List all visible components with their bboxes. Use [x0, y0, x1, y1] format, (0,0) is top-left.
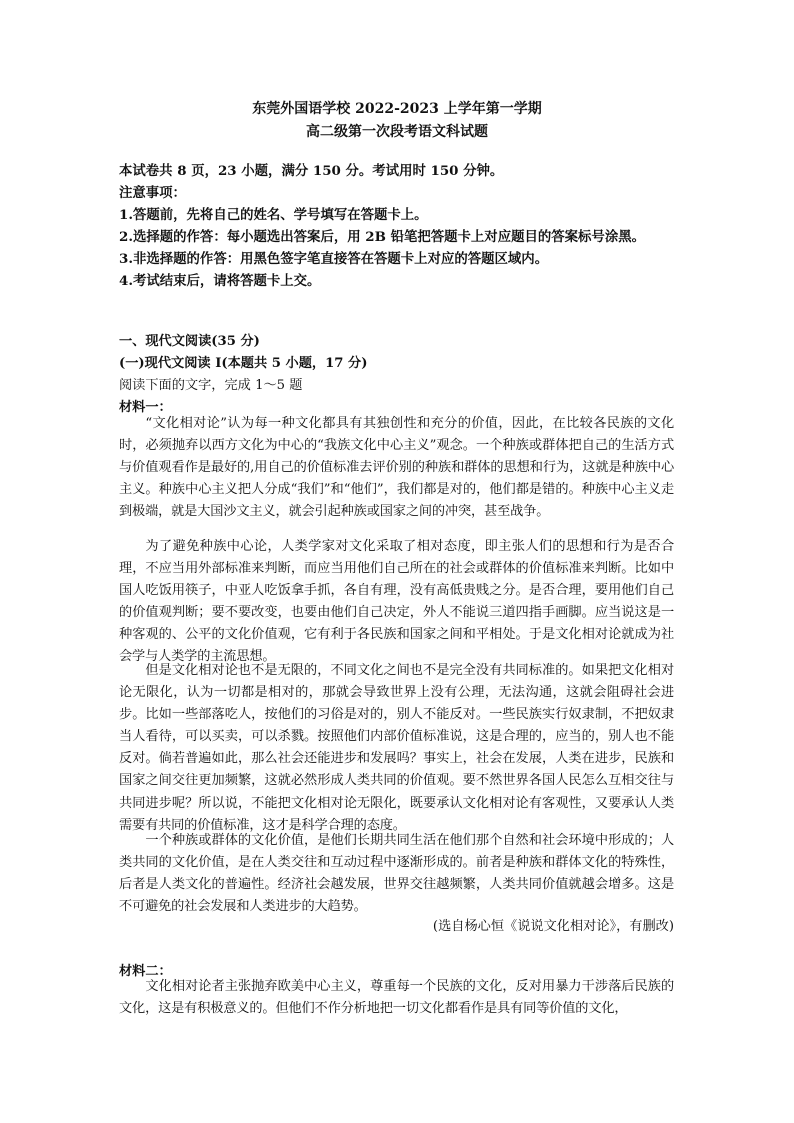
- material-one-source: (选自杨心恒《说说文化相对论》，有删改): [432, 919, 674, 934]
- exam-title-line1: 东莞外国语学校 2022-2023 上学年第一学期: [252, 101, 542, 117]
- notice-item: 2.选择题的作答：每小题选出答案后，用 2B 铅笔把答题卡上对应题目的答案标号涂黑。: [119, 229, 645, 245]
- material-one-label: 材料一：: [119, 400, 172, 415]
- exam-title-line2: 高二级第一次段考语文科试题: [306, 124, 488, 140]
- material-one-paragraph: 为了避免种族中心论，人类学家对文化采取了相对态度，即主张人们的思想和行为是否合理，不应当用外部标准来判断，而应当用他们自己所在的社会或群体的价值标准来判断。比如中国人吃饭用筷子，中亚人吃饭拿手抓，各自有理，没有高低贵贱之分。是否合理，要用他们自己的价值观判断；要不要改变，也要由他们自己决定，外人不能说三道四指手画脚。应当说这是一种客观的、公平的文化价值观，它有利于各民族和国家之间和平相处。于是文化相对论就成为社会学与人类学的主流思想。: [119, 539, 674, 665]
- material-two-paragraph: 文化相对论者主张抛弃欧美中心主义，尊重每一个民族的文化，反对用暴力干涉落后民族的文化，这是有积极意义的。但他们不作分析地把一切文化都看作是具有同等价值的文化，: [119, 979, 674, 1017]
- notice-heading: 注意事项：: [119, 185, 186, 201]
- notice-item: 4.考试结束后，请将答题卡上交。: [119, 273, 321, 289]
- reading-instruction: 阅读下面的文字，完成 1～5 题: [119, 378, 303, 393]
- notice-item: 1.答题前，先将自己的姓名、学号填写在答题卡上。: [119, 207, 428, 223]
- exam-intro: 本试卷共 8 页，23 小题，满分 150 分。考试用时 150 分钟。: [119, 163, 504, 179]
- notice-item: 3.非选择题的作答：用黑色签字笔直接答在答题卡上对应的答题区域内。: [119, 251, 549, 267]
- material-one-paragraph: “文化相对论”认为每一种文化都具有其独创性和充分的价值，因此，在比较各民族的文化时，必须抛弃以西方文化为中心的“我族文化中心主义”观念。一个种族或群体把自己的生活方式与价值观看作是最好的,用自己的价值标准去评价别的种族和群体的思想和行为，这就是种族中心主义。种族中心主义把人分成“我们”和“他们”，我们都是对的，他们都是错的。种族中心主义走到极端，就是大国沙文主义，就会引起种族或国家之间的冲突，甚至战争。: [119, 416, 674, 520]
- material-one-paragraph: 但是文化相对论也不是无限的，不同文化之间也不是完全没有共同标准的。如果把文化相对论无限化，认为一切都是相对的，那就会导致世界上没有公理，无法沟通，这就会阻碍社会进步。比如一些部落吃人，按他们的习俗是对的，别人不能反对。一些民族实行奴隶制，不把奴隶当人看待，可以买卖，可以杀戮。按照他们内部价值标准说，这是合理的，应当的，别人也不能反对。倘若普遍如此，那么社会还能进步和发展吗？事实上，社会在发展，人类在进步，民族和国家之间交往更加频繁，这就必然形成人类共同的价值观。要不然世界各国人民怎么互相交往与共同进步呢？所以说，不能把文化相对论无限化，既要承认文化相对论有客观性，又要承认人类需要有共同的价值标准，这才是科学合理的态度。: [119, 663, 674, 833]
- subsection-heading: (一)现代文阅读 I(本题共 5 小题，17 分): [119, 356, 368, 371]
- material-two-label: 材料二：: [119, 964, 172, 979]
- material-one-paragraph: 一个种族或群体的文化价值，是他们长期共同生活在他们那个自然和社会环境中形成的；人类共同的文化价值，是在人类交往和互动过程中逐渐形成的。前者是种族和群体文化的特殊性，后者是人类文化的普遍性。经济社会越发展，世界交往越频繁，人类共同价值就越会增多。这是不可避免的社会发展和人类进步的大趋势。: [119, 833, 674, 915]
- section-heading: 一、现代文阅读(35 分): [119, 334, 260, 349]
